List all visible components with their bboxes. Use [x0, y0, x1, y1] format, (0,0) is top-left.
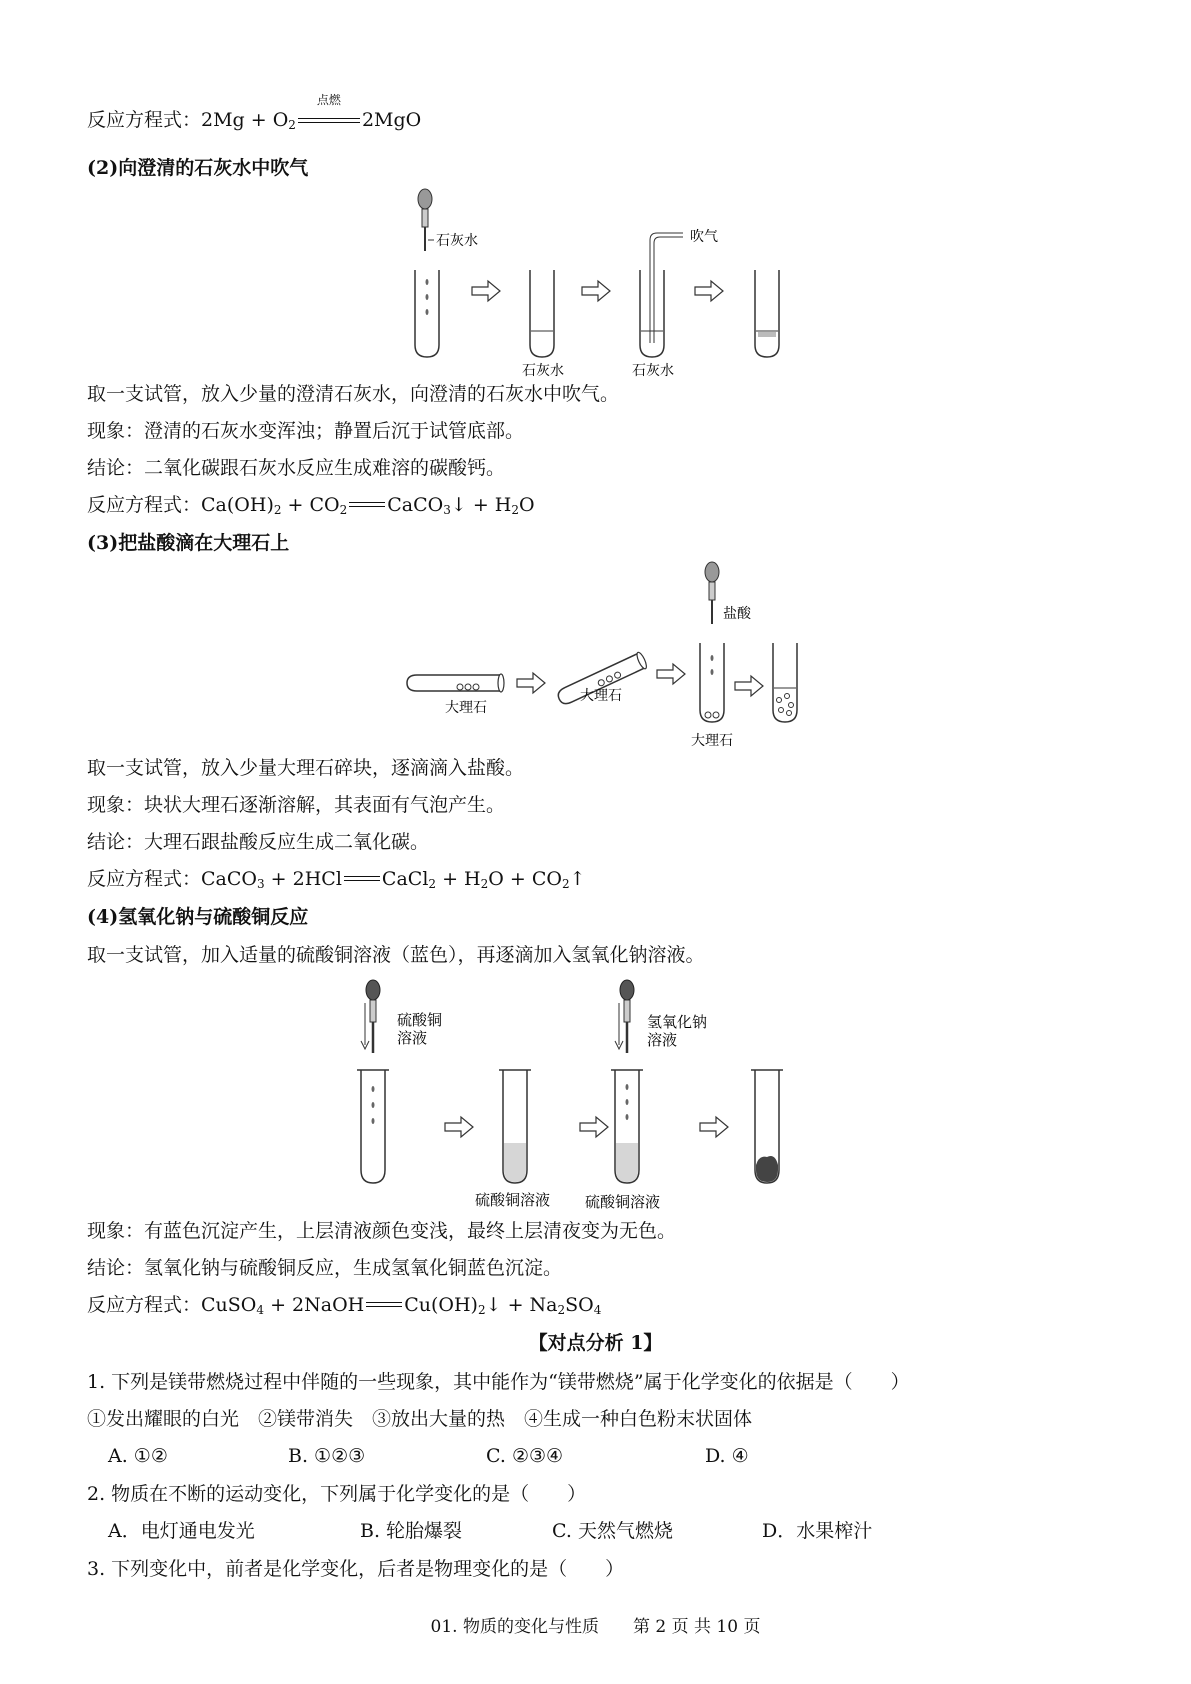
q1-option-a[interactable]: A. ①② [108, 1445, 168, 1467]
dropper-label: 石灰水 [436, 233, 478, 249]
q1-option-d[interactable]: D. ④ [705, 1445, 749, 1467]
blow-label: 吹气 [690, 229, 718, 245]
dropper-icon [418, 189, 434, 251]
q2-option-c[interactable]: C. 天然气燃烧 [552, 1520, 673, 1542]
test-tube-icon [751, 1070, 783, 1183]
test-tube-icon [530, 270, 554, 357]
dropper-icon [615, 980, 634, 1053]
analysis-heading: 【对点分析 1】 [528, 1332, 663, 1354]
test-tube-icon [407, 674, 504, 692]
dropper-label: 溶液 [647, 1031, 678, 1049]
equals-sign [344, 876, 380, 881]
test-tube-icon [499, 1070, 531, 1183]
arrow-right-icon [735, 676, 763, 696]
phenomenon-text: 现象：澄清的石灰水变浑浊；静置后沉于试管底部。 [87, 420, 525, 442]
tube-label: 大理石 [445, 700, 487, 716]
mg-equation: 反应方程式：$2Mg + O_2$ 点燃 2MgO [87, 93, 422, 132]
tube-label: 大理石 [691, 733, 733, 749]
conclusion-text: 结论：大理石跟盐酸反应生成二氧化碳。 [87, 831, 430, 853]
arrow-right-icon [517, 673, 545, 693]
section-title-limewater: (2)向澄清的石灰水中吹气 [87, 157, 309, 179]
tube-label: 硫酸铜溶液 [585, 1193, 661, 1211]
section-title-copper: (4)氢氧化钠与硫酸铜反应 [87, 906, 309, 928]
question-3-stem: 3. 下列变化中，前者是化学变化，后者是物理变化的是（ ） [87, 1558, 625, 1580]
arrow-right-icon [657, 664, 685, 684]
arrow-right-icon [445, 1117, 473, 1137]
page-footer: 01. 物质的变化与性质 第 2 页 共 10 页 [430, 1617, 761, 1637]
question-2-stem: 2. 物质在不断的运动变化，下列属于化学变化的是（ ） [87, 1483, 587, 1505]
q2-option-a[interactable]: A．电灯通电发光 [108, 1520, 255, 1542]
test-tube-icon [415, 270, 439, 357]
dropper-label: 盐酸 [723, 606, 751, 622]
marble-equation: 反应方程式：CaCO$_3$ + 2HCl CaCl$_2$ + $H_2O$ + $CO_2↑$ [87, 868, 586, 891]
tube-label: 石灰水 [522, 363, 564, 379]
step-text: 取一支试管，放入少量大理石碎块，逐滴滴入盐酸。 [87, 757, 525, 779]
test-tube-icon [611, 1070, 643, 1183]
test-tube-icon [700, 643, 724, 722]
conclusion-text: 结论：氢氧化钠与硫酸铜反应，生成氢氧化铜蓝色沉淀。 [87, 1257, 563, 1279]
section-title-marble: (3)把盐酸滴在大理石上 [87, 532, 290, 554]
dropper-icon [361, 980, 380, 1053]
phenomenon-text: 现象：块状大理石逐渐溶解，其表面有气泡产生。 [87, 794, 506, 816]
question-1-items: ①发出耀眼的白光 ②镁带消失 ③放出大量的热 ④生成一种白色粉末状固体 [87, 1408, 753, 1430]
equals-sign [349, 502, 385, 507]
straw-icon [650, 233, 683, 343]
q2-option-d[interactable]: D．水果榨汁 [762, 1520, 873, 1542]
step-text: 取一支试管，放入少量的澄清石灰水，向澄清的石灰水中吹气。 [87, 383, 620, 405]
phenomenon-text: 现象：有蓝色沉淀产生，上层清液颜色变浅，最终上层清夜变为无色。 [87, 1220, 677, 1242]
q1-option-b[interactable]: B. ①②③ [288, 1445, 366, 1467]
test-tube-icon [773, 643, 797, 722]
test-tube-icon [357, 1070, 389, 1183]
equals-sign [366, 1302, 402, 1307]
arrow-right-icon [580, 1117, 608, 1137]
tube-label: 硫酸铜溶液 [475, 1191, 551, 1209]
dropper-label: 氢氧化钠 [647, 1013, 708, 1031]
copper-figure [355, 975, 845, 1210]
arrow-right-icon [472, 281, 500, 301]
dropper-label: 硫酸铜 [397, 1011, 443, 1029]
step-text: 取一支试管，加入适量的硫酸铜溶液（蓝色），再逐滴加入氢氧化钠溶液。 [87, 944, 705, 966]
arrow-right-icon [582, 281, 610, 301]
tube-label: 大理石 [580, 688, 622, 704]
test-tube-icon [755, 270, 779, 357]
question-1-stem: 1. 下列是镁带燃烧过程中伴随的一些现象，其中能作为“镁带燃烧”属于化学变化的依据是（ ） [87, 1371, 910, 1393]
limewater-figure [400, 185, 800, 379]
arrow-right-icon [700, 1117, 728, 1137]
dropper-label: 溶液 [397, 1029, 428, 1047]
tube-label: 石灰水 [632, 363, 674, 379]
condition-arrow: 点燃 [296, 107, 362, 133]
conclusion-text: 结论：二氧化碳跟石灰水反应生成难溶的碳酸钙。 [87, 457, 506, 479]
copper-equation: 反应方程式：CuSO$_4$ + 2NaOH $Cu(OH)_2↓ + Na_2SO_4$ [87, 1294, 602, 1317]
marble-figure [405, 560, 805, 750]
test-tube-icon [640, 270, 664, 357]
limewater-equation: 反应方程式：$Ca(OH)_2 + CO_2$ CaCO$_3$↓ + $H_2O$ [87, 494, 535, 517]
q1-option-c[interactable]: C. ②③④ [486, 1445, 564, 1467]
arrow-right-icon [695, 281, 723, 301]
q2-option-b[interactable]: B. 轮胎爆裂 [360, 1520, 463, 1542]
dropper-icon [705, 562, 719, 624]
